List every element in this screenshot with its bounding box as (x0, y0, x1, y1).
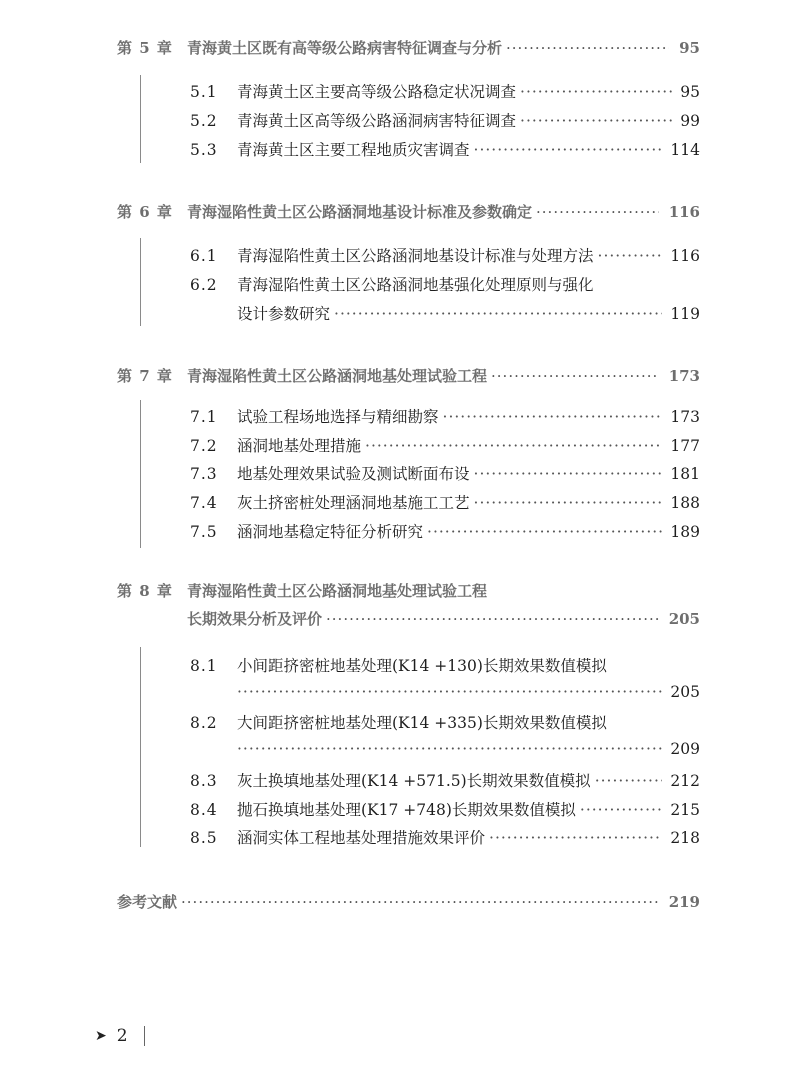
section-7-2-entry[interactable] (190, 434, 700, 460)
section-number: 7.4 (190, 494, 218, 512)
page-number: 95 (679, 39, 700, 57)
section-number: 6.2 (190, 276, 218, 294)
section-number: 8.1 (190, 657, 218, 675)
chapter-title: 青海湿陷性黄土区公路涵洞地基处理试验工程 (187, 367, 488, 385)
section-number: 5.3 (190, 141, 218, 159)
chapter-title: 青海湿陷性黄土区公路涵洞地基处理试验工程 (187, 582, 488, 600)
section-number: 7.1 (190, 408, 218, 426)
chapter-title: 青海黄土区既有高等级公路病害特征调查与分析 (187, 39, 503, 57)
leader-dots (506, 39, 669, 57)
section-title: 青海湿陷性黄土区公路涵洞地基设计标准与处理方法 (237, 247, 594, 265)
section-divider (140, 647, 141, 847)
leader-dots (326, 610, 659, 628)
page-number: 99 (680, 112, 700, 130)
page-number: 177 (670, 437, 700, 455)
section-title: 小间距挤密桩地基处理(K14 +130)长期效果数值模拟 (237, 657, 607, 675)
page-number: 218 (670, 829, 700, 847)
section-title-continued: 设计参数研究 (237, 305, 331, 323)
section-number: 7.3 (190, 465, 218, 483)
section-title: 青海黄土区主要高等级公路稳定状况调查 (237, 83, 517, 101)
chapter-8-entry[interactable] (117, 580, 700, 606)
page-number: 189 (670, 523, 700, 541)
page-number: 95 (680, 83, 700, 101)
page-number: 116 (668, 203, 700, 221)
section-8-1-leader[interactable] (237, 683, 700, 709)
section-7-1-entry[interactable] (190, 405, 700, 431)
chapter-5-entry[interactable] (117, 37, 700, 63)
references-entry[interactable] (117, 891, 700, 917)
chapter-title: 青海湿陷性黄土区公路涵洞地基设计标准及参数确定 (187, 203, 533, 221)
page-number: 119 (670, 305, 700, 323)
leader-dots (474, 494, 663, 512)
section-number: 8.5 (190, 829, 218, 847)
section-number: 5.1 (190, 83, 218, 101)
section-number: 8.2 (190, 714, 218, 732)
section-number: 7.2 (190, 437, 218, 455)
chapter-7-entry[interactable] (117, 365, 700, 391)
section-divider (140, 400, 141, 548)
leader-dots (181, 893, 659, 911)
section-6-1-entry[interactable] (190, 244, 700, 270)
section-8-4-entry[interactable] (190, 798, 700, 824)
leader-dots (598, 247, 663, 265)
chapter-number: 第 8 章 (117, 582, 173, 600)
section-title: 大间距挤密桩地基处理(K14 +335)长期效果数值模拟 (237, 714, 607, 732)
section-7-5-entry[interactable] (190, 520, 700, 546)
leader-dots (520, 112, 672, 130)
section-5-1-entry[interactable] (190, 80, 700, 106)
arrow-icon: ➤ (95, 1028, 107, 1044)
page-number: 173 (668, 367, 700, 385)
section-6-2-entry[interactable] (190, 273, 700, 299)
section-8-3-entry[interactable] (190, 769, 700, 795)
section-number: 8.4 (190, 801, 218, 819)
leader-dots (474, 465, 663, 483)
section-5-2-entry[interactable] (190, 109, 700, 135)
section-7-4-entry[interactable] (190, 491, 700, 517)
section-number: 5.2 (190, 112, 218, 130)
section-title: 青海黄土区主要工程地质灾害调查 (237, 141, 470, 159)
section-8-2-leader[interactable] (237, 740, 700, 766)
leader-dots (474, 141, 663, 159)
page-footer (95, 1024, 145, 1048)
leader-dots (365, 437, 662, 455)
leader-dots (489, 829, 662, 847)
page-number: 215 (670, 801, 700, 819)
page-number: 181 (670, 465, 700, 483)
section-number: 8.3 (190, 772, 218, 790)
section-title: 灰土挤密桩处理涵洞地基施工工艺 (237, 494, 470, 512)
page-number: 114 (670, 141, 700, 159)
section-divider (140, 238, 141, 326)
section-title: 青海黄土区高等级公路涵洞病害特征调查 (237, 112, 517, 130)
section-6-2-continuation[interactable] (237, 302, 700, 328)
page-number: 173 (670, 408, 700, 426)
section-7-3-entry[interactable] (190, 462, 700, 488)
leader-dots (536, 203, 659, 221)
chapter-number: 第 5 章 (117, 39, 173, 57)
section-title: 地基处理效果试验及测试断面布设 (237, 465, 470, 483)
references-title: 参考文献 (117, 893, 178, 911)
chapter-number: 第 6 章 (117, 203, 173, 221)
section-number: 7.5 (190, 523, 218, 541)
page-number: 205 (668, 610, 700, 628)
leader-dots (334, 305, 662, 323)
section-8-1-entry[interactable] (190, 654, 700, 680)
section-title: 试验工程场地选择与精细勘察 (237, 408, 439, 426)
leader-dots (580, 801, 663, 819)
chapter-6-entry[interactable] (117, 201, 700, 227)
section-8-2-entry[interactable] (190, 711, 700, 737)
page-number: 205 (670, 683, 700, 701)
section-title: 涵洞地基处理措施 (237, 437, 362, 455)
leader-dots (427, 523, 662, 541)
page-number: 212 (670, 772, 700, 790)
folio-page-number: 2 (116, 1026, 128, 1046)
chapter-8-continuation[interactable] (187, 608, 700, 634)
chapter-number: 第 7 章 (117, 367, 173, 385)
page-number: 219 (668, 893, 700, 911)
section-title: 涵洞地基稳定特征分析研究 (237, 523, 424, 541)
chapter-title-continued: 长期效果分析及评价 (187, 610, 323, 628)
leader-dots (491, 367, 659, 385)
leader-dots (237, 740, 662, 758)
leader-dots (520, 83, 672, 101)
section-8-5-entry[interactable] (190, 826, 700, 852)
section-title: 灰土换填地基处理(K14 +571.5)长期效果数值模拟 (237, 772, 591, 790)
page-number: 188 (670, 494, 700, 512)
page-number: 209 (670, 740, 700, 758)
footer-divider (144, 1026, 145, 1046)
section-title: 涵洞实体工程地基处理措施效果评价 (237, 829, 486, 847)
section-title: 青海湿陷性黄土区公路涵洞地基强化处理原则与强化 (237, 276, 594, 294)
section-divider (140, 75, 141, 163)
section-5-3-entry[interactable] (190, 138, 700, 164)
leader-dots (595, 772, 663, 790)
section-number: 6.1 (190, 247, 218, 265)
section-title: 抛石换填地基处理(K17 +748)长期效果数值模拟 (237, 801, 576, 819)
leader-dots (443, 408, 663, 426)
leader-dots (237, 683, 662, 701)
page-number: 116 (670, 247, 700, 265)
